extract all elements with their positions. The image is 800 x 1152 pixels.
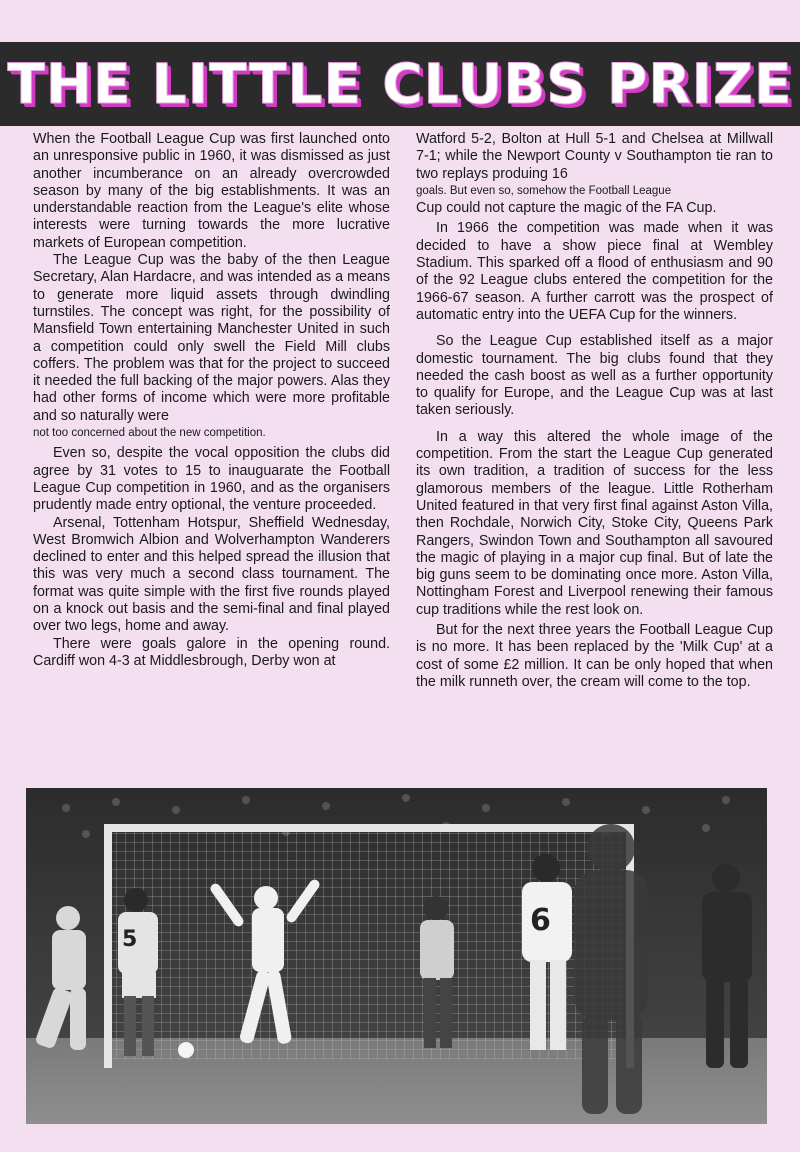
page-title: THE LITTLE CLUBS PRIZE xyxy=(7,52,793,116)
paragraph: There were goals galore in the opening round. Cardiff won 4-3 at Middlesbrough, Derby won at xyxy=(33,635,390,669)
title-banner xyxy=(0,42,800,126)
match-photo-illustration xyxy=(26,788,767,1124)
paragraph: The League Cup was the baby of the then League Secretary, Alan Hardacre, and was intended as a means to generate more liquid assets through dwindling turnstiles. The concept was right, for the possibility of Mansfield Town entertaining Manchester United in such a competition could only swell the Field Mill clubs coffers. The problem was that for the project to succeed it needed the full backing of the major powers. Alas they had other forms of income which were more profitable and so naturally were xyxy=(33,252,390,424)
shirt-number: 6 xyxy=(530,903,551,938)
paragraph: When the Football League Cup was first launched onto an unresponsive public in 1960, it was dismissed as just another incumberance on an already overcrowded season by many of the big establishments. It was an understandable reaction from the League's elite whose interests were turning towards the more lucrative markets of European competition. xyxy=(33,131,390,251)
paragraph: Arsenal, Tottenham Hotspur, Sheffield Wednesday, West Bromwich Albion and Wolverhampton Wanderers declined to enter and this helped spread the illusion that this was very much a second class tournament. The format was quite simple with the first five rounds played on a knock out basis and the semi-final and final played over two legs, home and away. xyxy=(33,514,390,635)
paragraph-continued: Watford 5-2, Bolton at Hull 5-1 and Chelsea at Millwall 7-1; while the Newport County v Southampton tie ran to two replays produing 16 xyxy=(416,131,773,182)
article-column-right xyxy=(416,131,773,763)
paragraph-fragment: goals. But even so, somehow the Football League xyxy=(416,184,672,197)
paragraph-fragment: not too concerned about the new competition. xyxy=(33,427,266,440)
paragraph-fragment: Cup could not capture the magic of the FA Cup. xyxy=(416,200,717,217)
paragraph: Even so, despite the vocal opposition the clubs did agree by 31 votes to 15 to inauguarate the Football League Cup competition in 1960, and as the organisers prudently made entry optional, the venture proceeded. xyxy=(33,445,390,514)
match-photo xyxy=(26,788,767,1124)
paragraph: But for the next three years the Football League Cup is no more. It has been replaced by the 'Milk Cup' at a cost of some £2 million. It can be only hoped that when the milk runneth over, the cream will come to the top. xyxy=(416,622,773,690)
paragraph: In a way this altered the whole image of the competition. From the start the League Cup generated its own tradition, a tradition of success for the less glamorous members of the league. Little Rotherham United featured in that very first final against Aston Villa, then Rochdale, Norwich City, Stoke City, Queens Park Rangers, Swindon Town and Southampton all savoured the magic of playing in a major cup final. But of late the big guns seem to be dominating once more. Aston Villa, Nottingham Forest and Liverpool renewing their famous cup traditions while the rest look on. xyxy=(416,428,773,618)
left-goalpost xyxy=(104,824,112,1068)
paragraph: In 1966 the competition was made when it was decided to have a show piece final at Wembley Stadium. This sparked off a flood of enthusiasm and 90 of the 92 League clubs entered the competition for the 1966-67 season. A further carrott was the prospect of automatic entry into the UEFA Cup for the winners. xyxy=(416,220,773,323)
crossbar xyxy=(104,824,634,832)
paragraph: So the League Cup established itself as a major domestic tournament. The big clubs found that they needed the cash boost as well as a further opportunity to qualify for Europe, and the League Cup was at last taken seriously. xyxy=(416,333,773,419)
football xyxy=(178,1042,194,1058)
article-column-left xyxy=(33,131,390,763)
article-body xyxy=(33,131,773,763)
shirt-number: 5 xyxy=(122,927,138,952)
